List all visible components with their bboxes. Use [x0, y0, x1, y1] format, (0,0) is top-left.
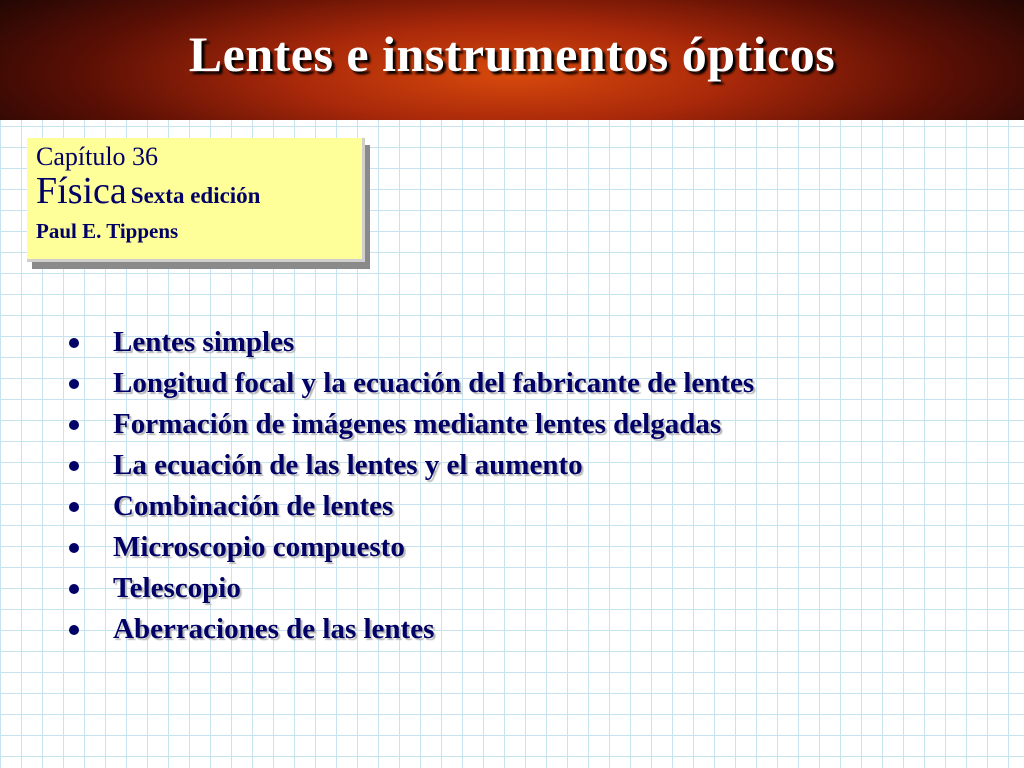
- topic-item: [66, 527, 846, 568]
- topic-text: Lentes simples: [113, 326, 295, 358]
- book-card: [27, 138, 365, 262]
- topic-text: Microscopio compuesto: [113, 531, 405, 563]
- book-author: Paul E. Tippens: [36, 219, 179, 243]
- topic-text: Aberraciones de las lentes: [113, 613, 435, 645]
- book-edition: Sexta edición: [130, 183, 261, 208]
- chapter-label: Capítulo 36: [36, 142, 159, 171]
- topic-item: [66, 445, 846, 486]
- title-bar: [0, 0, 1024, 120]
- topic-text: La ecuación de las lentes y el aumento: [113, 449, 583, 481]
- topic-item: [66, 363, 846, 404]
- topic-item: [66, 486, 846, 527]
- topic-text: Longitud focal y la ecuación del fabricante de lentes: [113, 367, 755, 399]
- topic-item: [66, 568, 846, 609]
- topic-text: Formación de imágenes mediante lentes delgadas: [113, 408, 722, 440]
- topic-item: [66, 609, 846, 650]
- bullet-icon: [69, 338, 79, 348]
- book-title-line: [36, 172, 362, 218]
- book-name: Física: [36, 170, 127, 212]
- bullet-icon: [69, 543, 79, 553]
- bullet-icon: [69, 502, 79, 512]
- topic-list: [66, 322, 846, 650]
- bullet-icon: [69, 420, 79, 430]
- bullet-icon: [69, 625, 79, 635]
- bullet-icon: [69, 461, 79, 471]
- topic-text: Combinación de lentes: [113, 490, 394, 522]
- slide-title: Lentes e instrumentos ópticos: [188, 26, 836, 82]
- bullet-icon: [69, 584, 79, 594]
- topic-text: Telescopio: [113, 572, 241, 604]
- bullet-icon: [69, 379, 79, 389]
- topic-item: [66, 404, 846, 445]
- topic-item: [66, 322, 846, 363]
